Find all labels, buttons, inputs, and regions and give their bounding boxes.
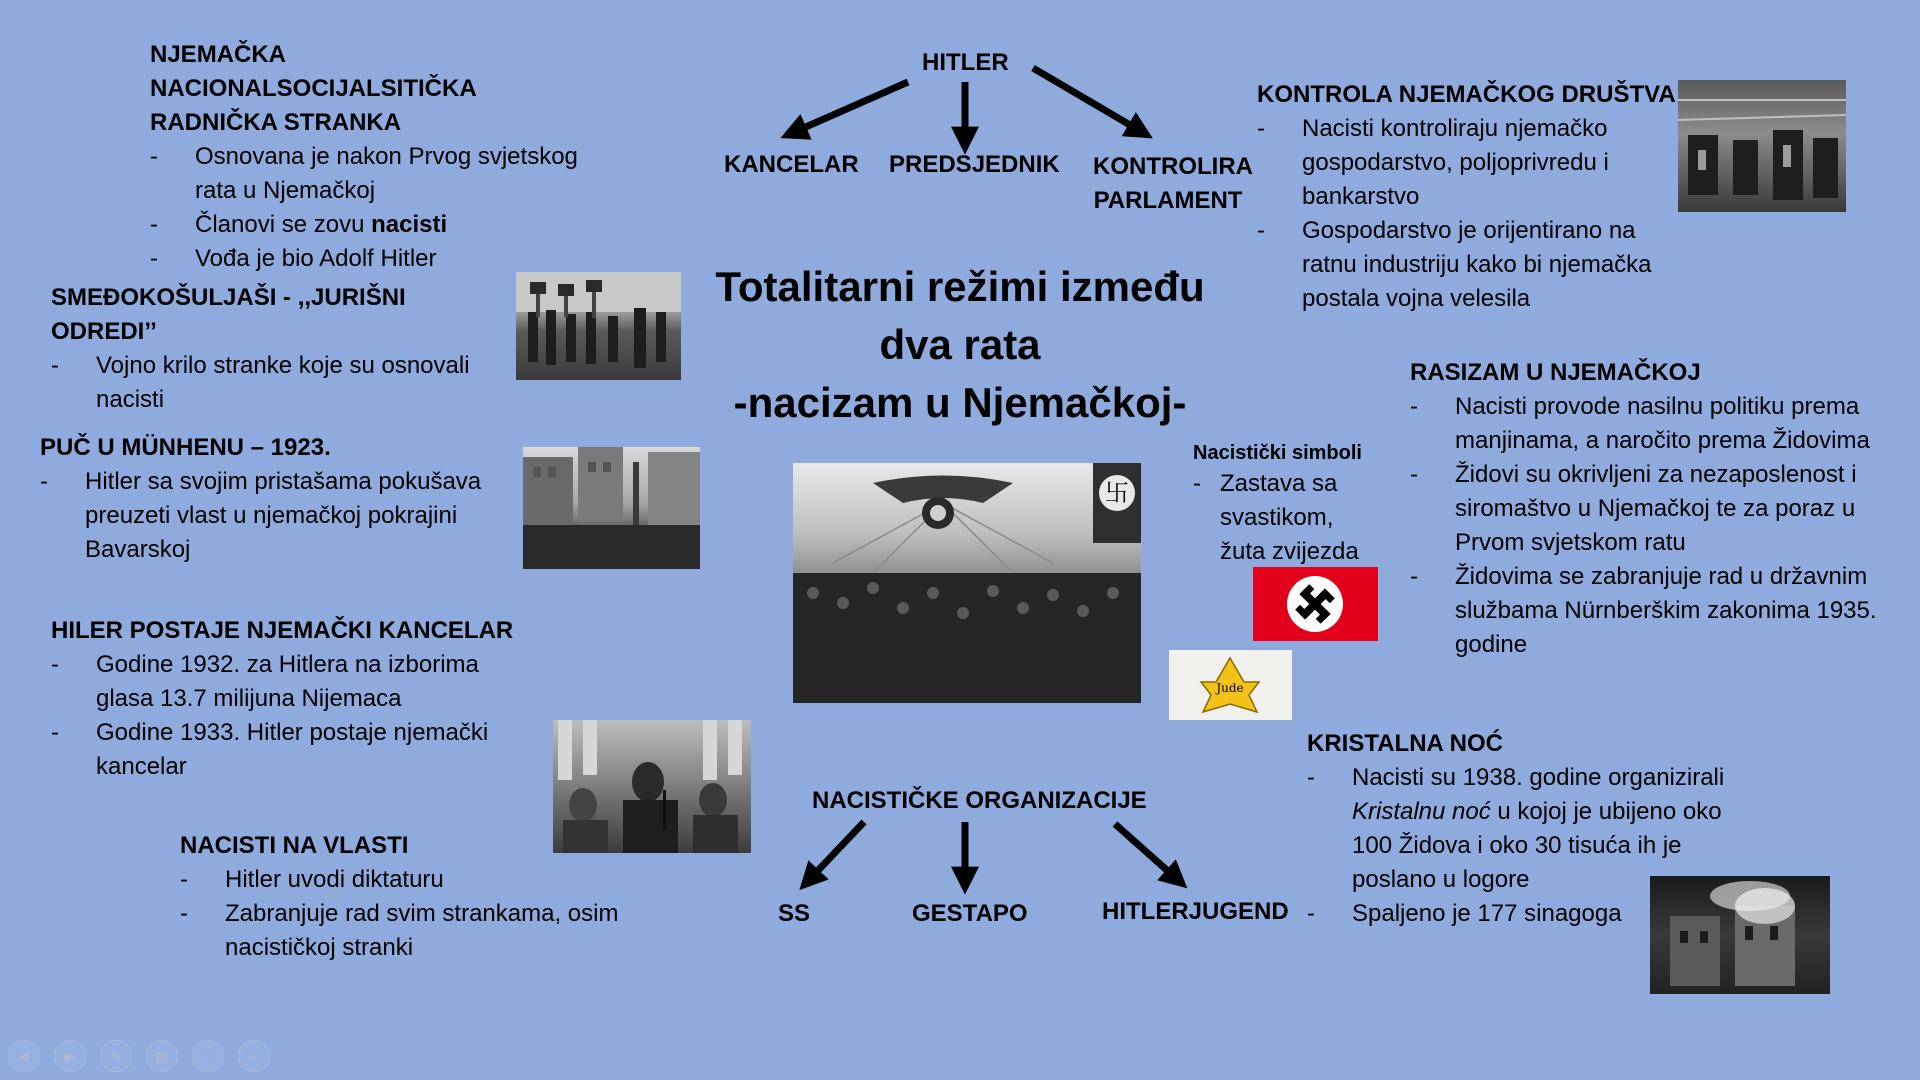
title-line-1: Totalitarni režimi između (715, 263, 1205, 310)
list-item: - Židovi su okrivljeni za nezaposlenost i siromaštvo u Njemačkoj te za poraz u Prvom svjetskom ratu (1410, 458, 1880, 560)
yellow-star-illustration (1169, 650, 1292, 720)
ss-label: SS (778, 900, 811, 927)
chancellor-heading: HILER POSTAJE NJEMAČKI KANCELAR (51, 617, 514, 644)
slides-icon[interactable]: ▦ (146, 1040, 178, 1072)
reichstag-photo (793, 463, 1141, 703)
sa-heading: SMEĐOKOŠULJAŠI - ,,JURIŠNI ODREDI’’ (51, 284, 406, 345)
party-list (150, 140, 610, 276)
yellow-star-badge (1169, 650, 1292, 720)
pen-icon[interactable]: ✎ (100, 1040, 132, 1072)
putsch-illustration (523, 447, 700, 569)
list-item: - Hitler uvodi diktaturu (180, 863, 700, 897)
list-item: - Hitler sa svojim pristašama pokušava preuzeti vlast u njemačkoj pokrajini Bavarskoj (40, 465, 510, 567)
parlament-text: PARLAMENT (1093, 187, 1243, 214)
power-heading: NACISTI NA VLASTI (180, 832, 409, 859)
more-icon[interactable]: ⋯ (238, 1040, 270, 1072)
symbols-list (1193, 467, 1383, 569)
list-item: - Vojno krilo stranke koje su osnovali nacisti (51, 349, 511, 417)
swastika-flag-illustration (1253, 567, 1378, 641)
hitler-label: HITLER (922, 49, 1009, 76)
hitlerjugend-label: HITLERJUGEND (1102, 898, 1289, 925)
party-b2-text: Članovi se zovu (195, 211, 372, 238)
power-section (180, 829, 700, 965)
putsch-heading: PUČ U MÜNHENU – 1923. (40, 434, 331, 461)
list-item: - Spaljeno je 177 sinagoga (1307, 897, 1757, 931)
zoom-icon[interactable]: ⌕ (192, 1040, 224, 1072)
arrow-org-hitlerjugend (1115, 824, 1178, 880)
factory-illustration (1678, 80, 1846, 212)
sa-march-illustration (516, 272, 681, 380)
sa-section (51, 281, 511, 417)
kristallnacht-b1-post: u kojoj je ubijeno oko 100 Židova i oko 30 tisuća ih je poslano u logore (1352, 798, 1722, 893)
arrow-hitler-kancelar (792, 82, 908, 133)
list-item: - Židovima se zabranjuje rad u državnim službama Nürnberškim zakonima 1935. godine (1410, 560, 1880, 662)
sa-march-photo (516, 272, 681, 380)
party-b2-bold: nacisti (371, 211, 448, 238)
arrow-org-ss (808, 822, 864, 881)
racism-list (1410, 390, 1880, 662)
reichstag-illustration (793, 463, 1141, 703)
factory-photo (1678, 80, 1846, 212)
list-item: - Nacisti kontroliraju njemačko gospodarstvo, poljoprivredu i bankarstvo (1257, 112, 1687, 214)
kancelar-label: KANCELAR (724, 151, 859, 178)
list-item: - Vođa je bio Adolf Hitler (150, 242, 610, 276)
racism-section (1410, 356, 1880, 662)
list-item: - Nacisti provode nasilnu politiku prema manjinama, a naročito prema Židovima (1410, 390, 1880, 458)
party-heading-2: RADNIČKA STRANKA (150, 109, 402, 136)
party-section (150, 38, 610, 276)
swastika-flag (1253, 567, 1378, 641)
title-line-3: -nacizam u Njemačkoj- (733, 379, 1187, 426)
putsch-section (40, 431, 510, 567)
arrow-hitler-parlament (1033, 68, 1142, 132)
kontrolira-text: KONTROLIRA (1093, 153, 1253, 180)
list-item: - Zastava sa svastikom, žuta zvijezda (1193, 467, 1383, 569)
kristallnacht-heading: KRISTALNA NOĆ (1307, 730, 1503, 757)
party-heading-1: NJEMAČKA NACIONALSOCIJALSITIČKA (150, 41, 477, 102)
power-list (180, 863, 700, 965)
control-heading: KONTROLA NJEMAČKOG DRUŠTVA (1257, 81, 1676, 108)
putsch-photo (523, 447, 700, 569)
prev-icon[interactable]: ◀ (8, 1040, 40, 1072)
symbols-heading: Nacistički simboli (1193, 442, 1362, 464)
predsjednik-label: PREDSJEDNIK (889, 151, 1060, 178)
kristallnacht-b1-ital: Kristalnu noć (1352, 798, 1491, 825)
list-item: - Godine 1933. Hitler postaje njemački kancelar (51, 716, 521, 784)
gestapo-label: GESTAPO (912, 900, 1028, 927)
chancellor-list (51, 648, 521, 784)
control-section (1257, 78, 1687, 316)
organizations-label: NACISTIČKE ORGANIZACIJE (812, 787, 1147, 814)
sa-list (51, 349, 511, 417)
kristallnacht-b1-pre: Nacisti su 1938. godine organizirali (1352, 764, 1725, 791)
symbols-section (1193, 439, 1383, 569)
list-item: - Godine 1932. za Hitlera na izborima glasa 13.7 milijuna Nijemaca (51, 648, 521, 716)
list-item: - Gospodarstvo je orijentirano na ratnu industriju kako bi njemačka postala vojna velesila (1257, 214, 1687, 316)
kontrolira-parlament-label (1093, 150, 1253, 218)
synagogue-fire-photo (1650, 876, 1830, 994)
racism-heading: RASIZAM U NJEMAČKOJ (1410, 359, 1701, 386)
slideshow-controls (8, 1040, 270, 1072)
control-list (1257, 112, 1687, 316)
list-item: - Osnovana je nakon Prvog svjetskog rata u Njemačkoj (150, 140, 610, 208)
synagogue-fire-illustration (1650, 876, 1830, 994)
list-item (150, 208, 610, 242)
putsch-list (40, 465, 510, 567)
list-item: - Zabranjuje rad svim strankama, osim nacističkoj stranki (180, 897, 700, 965)
next-icon[interactable]: ▶ (54, 1040, 86, 1072)
star-text: Jude (1216, 681, 1244, 695)
flag-swastika-glyph: 卐 (1105, 479, 1129, 507)
title-line-2: dva rata (879, 321, 1041, 368)
chancellor-section (51, 614, 521, 784)
